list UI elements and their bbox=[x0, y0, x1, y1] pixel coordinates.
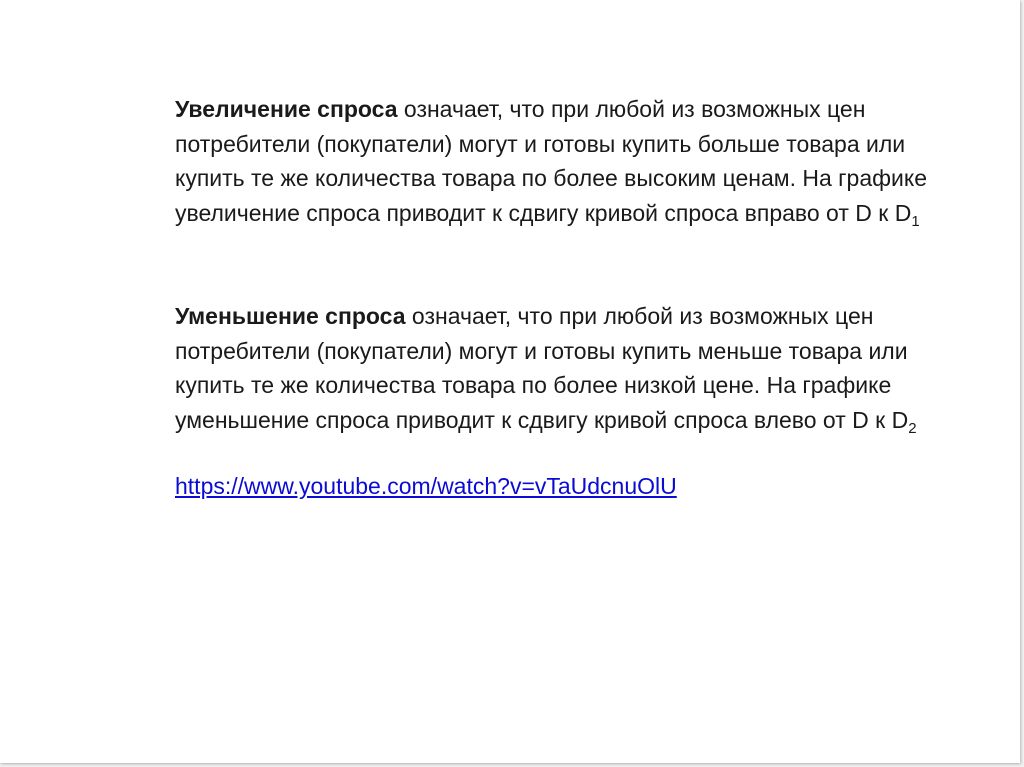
youtube-link[interactable]: https://www.youtube.com/watch?v=vTaUdcnuOlU bbox=[175, 473, 677, 499]
link-line bbox=[175, 469, 935, 504]
subscript-d2: 2 bbox=[908, 419, 917, 437]
paragraph-demand-increase-text: означает, что при любой из возможных цен потребители (покупатели) могут и готовы купить больше товара или купить те же количества товара по более высоким ценам. На графике увеличение спроса приводит к сдвигу кривой спроса вправо от D к D bbox=[175, 96, 928, 226]
slide-content bbox=[175, 92, 935, 504]
term-demand-increase: Увеличение спроса bbox=[175, 96, 398, 122]
term-demand-decrease: Уменьшение спроса bbox=[175, 303, 406, 329]
paragraph-demand-increase bbox=[175, 92, 935, 230]
subscript-d1: 1 bbox=[911, 212, 920, 230]
paragraph-demand-decrease bbox=[175, 299, 935, 437]
paragraph-demand-decrease-text: означает, что при любой из возможных цен потребители (покупатели) могут и готовы купить меньше товара или купить те же количества товара по более низкой цене. На графике уменьшение спроса приводит к сдвигу кривой спроса влево от D к D bbox=[175, 303, 909, 433]
paragraph-spacer bbox=[175, 230, 935, 299]
